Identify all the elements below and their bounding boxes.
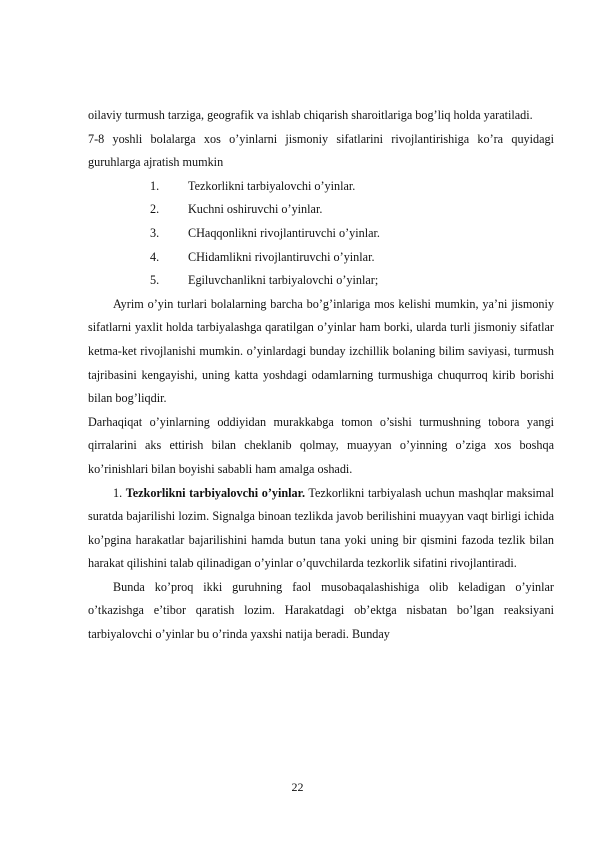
list-item-text: Kuchni oshiruvchi o’yinlar. — [188, 202, 323, 217]
paragraph-2: 7-8 yoshli bolalarga xos o’yinlarni jismoniy sifatlarini rivojlantirishiga ko’ra quyidagi guruhlarga ajratish mumkin — [88, 131, 554, 170]
numbered-list — [88, 175, 554, 293]
list-item-text: Tezkorlikni tarbiyalovchi o’yinlar. — [188, 178, 356, 193]
section-text: Tezkorlikni tarbiyalash uchun mashqlar maksimal suratda bajarilishi lozim. Signalga binoan tezlikda javob berilishini muayyan vaqt birligi ichida ko’pgina harakatlar bajarilishini hamda butun tana yoki uning bir qismini fazoda tezlik bilan harakat qilishini talab qilinadigan o’yinlar o’quvchilarda tezkorlik sifatini rivojlantiradi. — [88, 485, 554, 571]
list-item-text: Egiluvchanlikni tarbiyalovchi o’yinlar; — [188, 273, 379, 288]
list-item-number: 2. — [150, 202, 160, 217]
list-item — [88, 175, 554, 199]
page-content — [88, 104, 554, 647]
paragraph-3: Ayrim o’yin turlari bolalarning barcha bo’g’inlariga mos kelishi mumkin, ya’ni jismoniy sifatlarni yaxlit holda tarbiyalashga qaratilgan o’yinlar ham borki, ularda turli jismoniy sifatlar ketma-ket rivojlanishi mumkin. o’yinlardagi bunday izchillik bolaning bilim saviyasi, turmush tajribasini kengayishi, uning katta yoshdagi odamlarning turmushiga chuqurroq kirib borishi bilan bog’liqdir. — [88, 296, 554, 406]
list-item — [88, 222, 554, 246]
list-item — [88, 269, 554, 293]
list-item — [88, 246, 554, 270]
list-item-text: CHidamlikni rivojlantiruvchi o’yinlar. — [188, 249, 375, 264]
paragraph-4: Darhaqiqat o’yinlarning oddiyidan murakkabga tomon o’sishi turmushning tobora yangi qirralarini aks ettirish bilan cheklanib qolmay, muayyan o’yinning o’ziga xos boshqa ko’rinishlari bilan boyishi sababli ham amalga oshadi. — [88, 414, 554, 476]
list-item-number: 4. — [150, 249, 160, 264]
section-heading: Tezkorlikni tarbiyalovchi o’yinlar. — [125, 485, 305, 500]
list-item-number: 3. — [150, 225, 160, 240]
paragraph-6: Bunda ko’proq ikki guruhning faol musobaqalashishiga olib keladigan o’yinlar o’tkazishga e’tibor qaratish lozim. Harakatdagi ob’ektga nisbatan bo’lgan reaksiyani tarbiyalovchi o’yinlar bu o’rinda yaxshi natija beradi. Bunday — [88, 579, 554, 642]
paragraph-5 — [88, 482, 554, 576]
list-item — [88, 198, 554, 222]
list-item-number: 5. — [150, 273, 160, 288]
section-number: 1. — [113, 485, 123, 500]
page-number: 22 — [291, 780, 304, 794]
paragraph-1: oilaviy turmush tarziga, geografik va ishlab chiqarish sharoitlariga bog’liq holda yaratiladi. — [88, 108, 533, 122]
list-item-number: 1. — [150, 178, 160, 193]
list-item-text: CHaqqonlikni rivojlantiruvchi o’yinlar. — [188, 225, 380, 240]
